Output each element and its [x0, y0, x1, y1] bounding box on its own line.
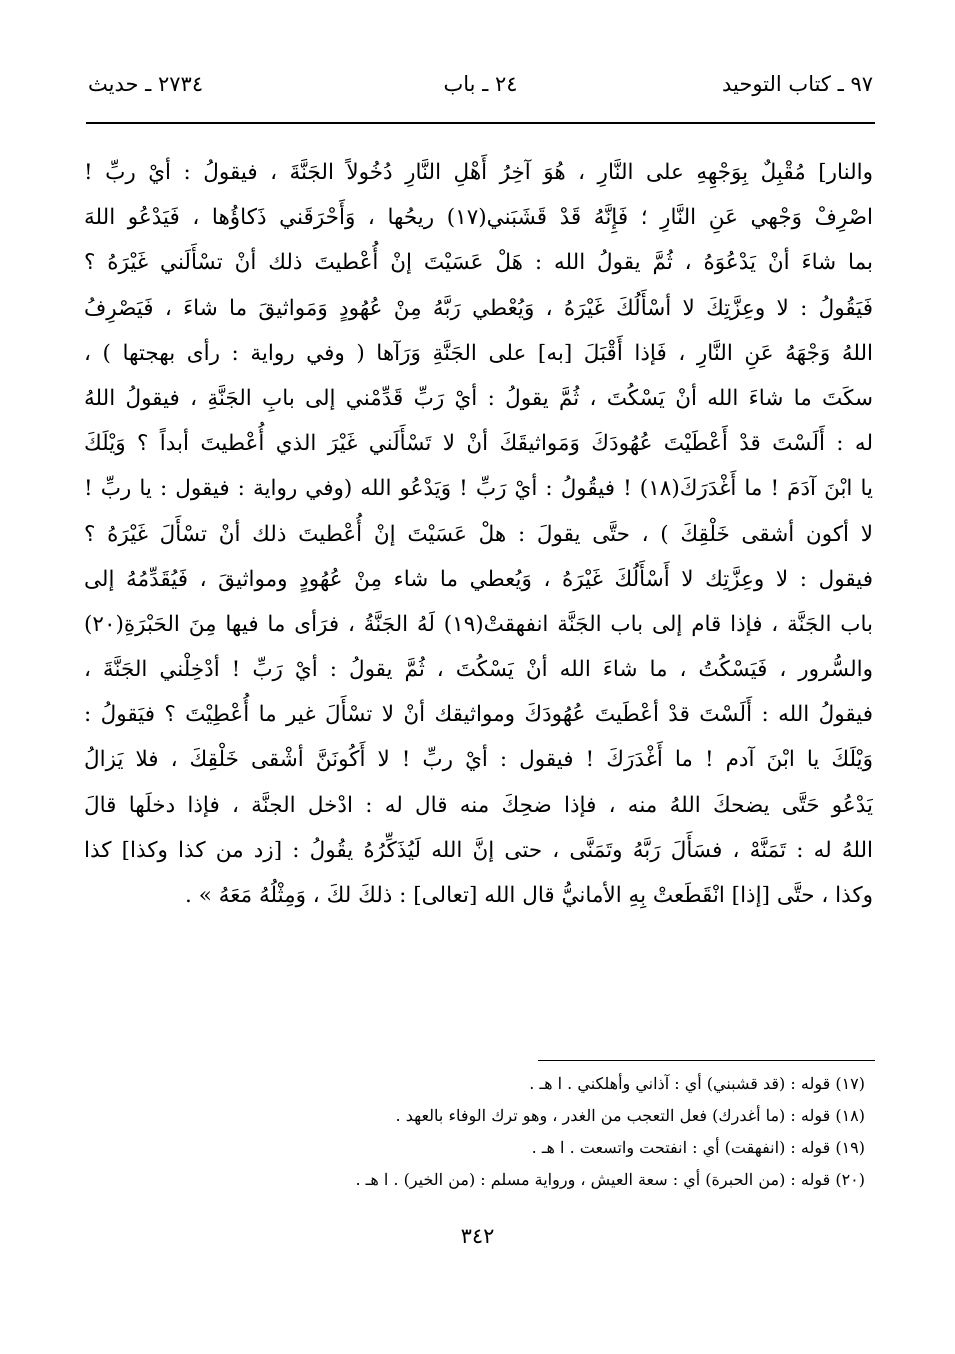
text-line: والنار] مُقْبِلٌ بِوَجْهِهِ على النَّارِ ، هُوَ آخِرُ أَهْلِ النَّارِ دُخُولاً الجَنَّةَ ، فيقولُ : أيْ ربِّ ! — [84, 160, 873, 185]
text-line: اللهُ له : تَمَنَّهْ ، فسَأَلَ رَبَّهُ وتَمَنَّى ، حتى إنَّ الله لَيُذَكِّرُهُ يقُولُ : [زد من كذا وكذا] كذا — [84, 837, 873, 863]
footnote-divider — [538, 1060, 875, 1061]
text-line: والسُّرور ، فَيَسْكُتُ ، ما شاءَ الله أنْ يَسْكُتَ ، ثُمَّ يقولُ : أيْ رَبِّ ! أدْخِلْني الجَنَّةَ ، — [84, 657, 873, 683]
text-line: سكَتَ ما شاءَ الله أنْ يَسْكُتَ ، ثُمَّ يقولُ : أيْ رَبِّ قَدِّمْني إلى بابِ الجَنَّةِ ، فيقولُ اللهُ — [84, 385, 873, 411]
running-header — [88, 72, 873, 106]
header-divider — [86, 122, 875, 124]
text-line: فيقولُ الله : أَلَسْتَ قدْ أعْطَيتَ عُهُودَكَ ومواثيقك أنْ لا تسْأَلَ غير ما أُعْطِيْتَ ؟ فيَقولُ : — [84, 702, 873, 728]
text-line: يَدْعُو حَتَّى يضحكَ اللهُ منه ، فإذا ضحِكَ منه قال له : ادْخل الجنَّة ، فإذا دخلَها قالَ — [84, 792, 873, 818]
header-hadith-number: ٢٧٣٤ ـ حديث — [88, 72, 204, 96]
text-line-final: وكذا ، حتَّى [إذا] انْقَطَعتْ بِهِ الأمانيُّ قال الله [تعالى] : ذلكَ لكَ ، وَمِثْلُهُ مَعَهُ » . — [185, 883, 873, 908]
text-line: يا ابْنَ آدَمَ ! ما أَغْدَرَكَ(١٨) ! فيقُولُ : أيْ رَبِّ ! وَيَدْعُو الله (وفي رواية : فيقول : يا ربِّ ! — [84, 476, 873, 502]
text-line: اصْرِفْ وَجْهي عَنِ النَّارِ ؛ فَإِنَّهُ قَدْ قَشَبَني(١٧) ريحُها ، وَأَحْرَقَني ذَكاؤُها ، فَيَدْعُو اللهَ — [84, 205, 873, 231]
footnote-19: (١٩) قوله : (انفهقت) أي : انفتحت واتسعت . ا هـ . — [531, 1138, 865, 1157]
hadith-text — [84, 150, 873, 918]
header-chapter: ٢٤ ـ باب — [443, 72, 518, 96]
footnote-18: (١٨) قوله : (ما أغدرك) فعل التعجب من الغدر ، وهو ترك الوفاء بالعهد . — [395, 1106, 865, 1125]
text-line: فيقول : لا وعِزَّتِك لا أَسْأَلُكَ غَيْرَهُ ، وَيُعطي ما شاء مِنْ عُهُودٍ ومواثيقَ ، فَيُقَدِّمُهُ إلى — [84, 566, 873, 592]
text-line: اللهُ وَجْهَهُ عَنِ النَّارِ ، فَإذا أَقْبَلَ [به] على الجَنَّةِ وَرَآها ( وفي رواية : رأى بهجتها ) ، — [84, 340, 873, 366]
text-line: بما شاءَ أنْ يَدْعُوَهُ ، ثُمَّ يقولُ الله : هَلْ عَسَيْتَ إنْ أُعْطيتَ ذلك أنْ تسْأَلَني غَيْرَهُ ؟ — [84, 250, 873, 276]
page-number: ٣٤٢ — [460, 1224, 495, 1248]
text-line: باب الجَنَّة ، فإذا قام إلى باب الجَنَّة انفهقتْ(١٩) لَهُ الجَنَّةُ ، فرَأى ما فيها مِنَ الحَبْرَةِ(٢٠) — [84, 611, 873, 637]
text-line: فَيَقُولُ : لا وعِزَّتِكَ لا أسْأَلُكَ غَيْرَهُ ، وَيُعْطي رَبَّهُ مِنْ عُهُودٍ وَمَواثيقَ ما شاءَ ، فَيَصْرِفُ — [84, 295, 873, 321]
footnote-20: (٢٠) قوله : (من الحبرة) أي : سعة العيش ، ورواية مسلم : (من الخير) . ا هـ . — [355, 1170, 865, 1189]
text-line: وَيْلَكَ يا ابْنَ آدم ! ما أَغْدَرَكَ ! فيقول : أيْ ربِّ ! لا أَكُونَنَّ أشْقى خَلْقِكَ ، فلا يَزالُ — [84, 747, 873, 773]
footnotes — [84, 1068, 865, 1196]
text-line: لا أكون أشقى خَلْقِكَ ) ، حتَّى يقولَ : هلْ عَسَيْتَ إنْ أُعْطيتَ ذلك أنْ تسْأَلَ غَيْرَهُ ؟ — [84, 521, 873, 547]
header-book-title: ٩٧ ـ كتاب التوحيد — [721, 72, 873, 96]
text-line: له : أَلَسْتَ قدْ أَعْطَيْتَ عُهُودَكَ وَمَواثيقَكَ أنْ لا تَسْأَلَني غَيْرَ الذي أُعْطيتَ أبداً ؟ وَيْلَكَ — [84, 431, 873, 457]
footnote-17: (١٧) قوله : (قد قشبني) أي : آذاني وأهلكني . ا هـ . — [529, 1074, 865, 1093]
